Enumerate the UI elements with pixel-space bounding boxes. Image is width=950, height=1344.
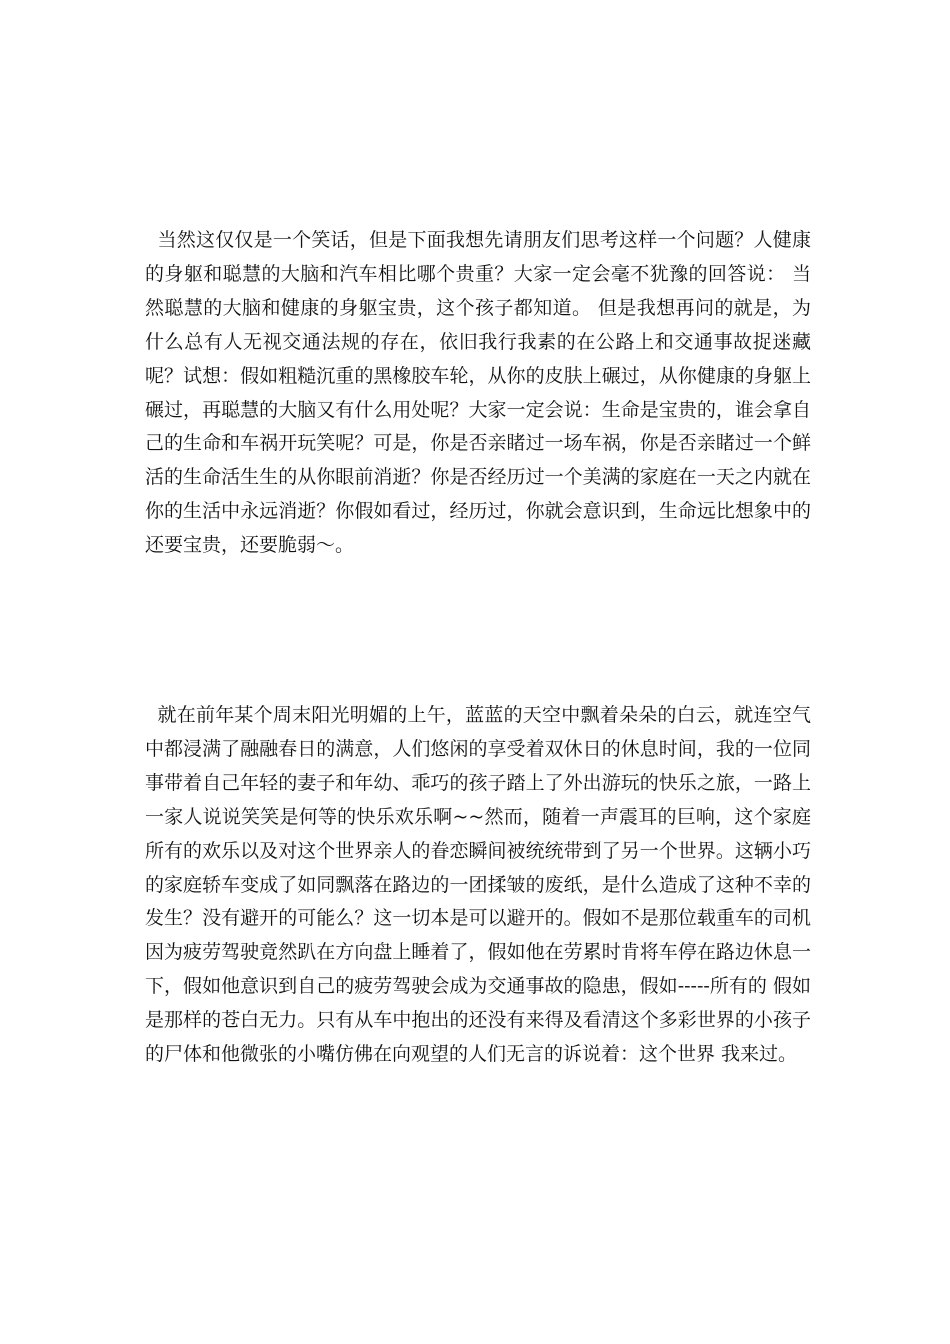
- body-paragraph-2: 就在前年某个周末阳光明媚的上午，蓝蓝的天空中飘着朵朵的白云，就连空气中都浸满了融融春日的满意，人们悠闲的享受着双休日的休息时间，我的一位同事带着自己年轻的妻子和年幼、乖巧的孩子踏上了外出游玩的快乐之旅，一路上一家人说说笑笑是何等的快乐欢乐啊~~然而，随着一声震耳的巨响，这个家庭所有的欢乐以及对这个世界亲人的眷恋瞬间被统统带到了另一个世界。这辆小巧的家庭轿车变成了如同飘落在路边的一团揉皱的废纸，是什么造成了这种不幸的发生？没有避开的可能么？这一切本是可以避开的。假如不是那位载重车的司机因为疲劳驾驶竟然趴在方向盘上睡着了，假如他在劳累时肯将车停在路边休息一下，假如他意识到自己的疲劳驾驶会成为交通事故的隐患，假如-----所有的 假如 是那样的苍白无力。只有从车中抱出的还没有来得及看清这个多彩世界的小孩子的尸体和他微张的小嘴仿佛在向观望的人们无言的诉说着：这个世界 我来过。: [145, 704, 818, 1066]
- body-paragraph-1: 当然这仅仅是一个笑话，但是下面我想先请朋友们思考这样一个问题？人健康的身躯和聪慧的大脑和汽车相比哪个贵重？大家一定会毫不犹豫的回答说： 当然聪慧的大脑和健康的身躯宝贵，这个孩子都知道。 但是我想再问的就是，为什么总有人无视交通法规的存在，依旧我行我素的在公路上和交通事故捉迷藏呢？试想：假如粗糙沉重的黑橡胶车轮，从你的皮肤上碾过，从你健康的身躯上碾过，再聪慧的大脑又有什么用处呢？大家一定会说：生命是宝贵的，谁会拿自己的生命和车祸开玩笑呢？可是，你是否亲睹过一场车祸，你是否亲睹过一个鲜活的生命活生生的从你眼前消逝？你是否经历过一个美满的家庭在一天之内就在你的生活中永远消逝？你假如看过，经历过，你就会意识到，生命远比想象中的还要宝贵，还要脆弱～。: [145, 229, 811, 557]
